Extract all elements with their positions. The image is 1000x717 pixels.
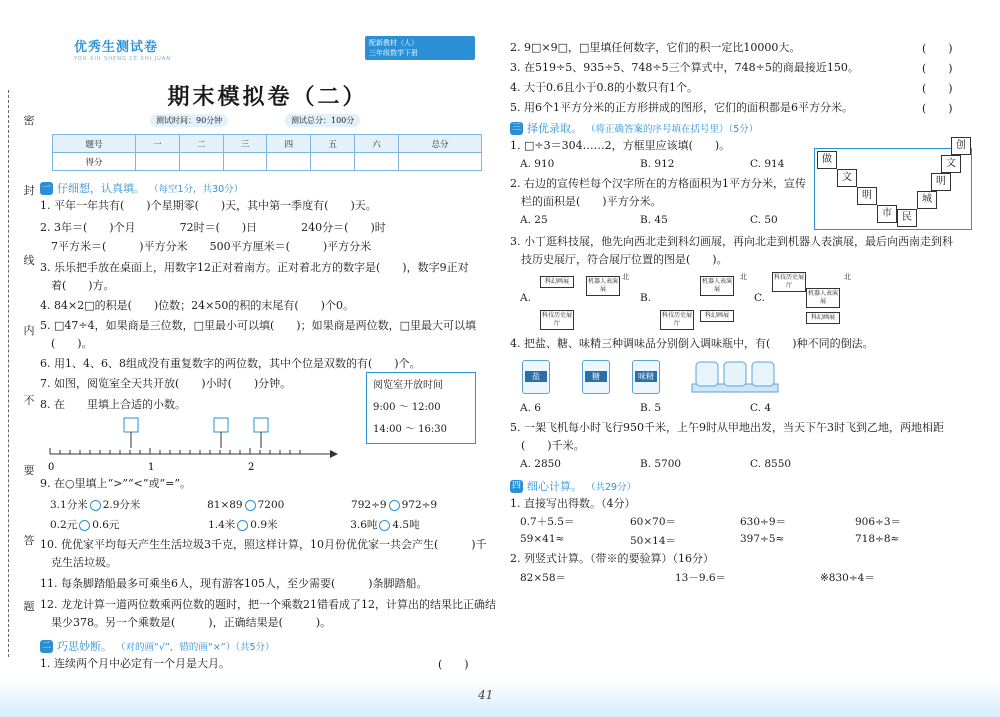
option-a[interactable]: A. 2850	[520, 458, 561, 470]
choice-question-1: 1. □÷3＝304……2，方框里应该填( )。	[510, 139, 731, 152]
logo	[70, 34, 230, 74]
choice-question-5-line2: ( )千米。	[510, 439, 585, 452]
section-number: 二	[41, 640, 51, 651]
answer-box[interactable]	[124, 418, 138, 432]
question-8: 8. 在 里填上合适的小数。	[40, 398, 186, 411]
seal-char: 要	[23, 464, 35, 477]
question-5-line2: ( )。	[40, 337, 93, 350]
choice-question-2: 2. 右边的宣传栏每个汉字所在的方格面积为1平方分米，宣传	[510, 177, 806, 190]
calc-item: 397÷5≈	[740, 533, 785, 545]
jar-label: 味精	[635, 371, 657, 382]
calc-item: 59×41≈	[520, 533, 565, 545]
option-b[interactable]: B.	[640, 292, 652, 304]
section-title: 仔细想，认真填。	[57, 182, 145, 195]
answer-box[interactable]	[254, 418, 268, 432]
calc-question-1: 1. 直接写出得数。（4分）	[510, 497, 636, 510]
question-7: 7. 如图，阅览室全天共开放( )小时( )分钟。	[40, 377, 292, 390]
score-head: 总分	[398, 135, 481, 153]
tick-label-1: 1	[148, 462, 155, 473]
seal-char: 答	[23, 534, 35, 547]
badge-line: 三年级数学下册	[369, 49, 418, 57]
compare-left: 81×89	[207, 499, 243, 511]
score-head: 六	[355, 135, 399, 153]
question-1: 1. 平年一年共有( )个星期零( )天，其中第一季度有( )天。	[40, 199, 377, 212]
judge-question-3: 3. 在519÷5、935÷5、748÷5三个算式中，748÷5的商最接近150。	[510, 61, 859, 74]
hall-history: 科技历史展厅	[772, 272, 806, 292]
hall-history: 科技历史展厅	[540, 310, 574, 330]
banner-cell: 民	[897, 209, 917, 227]
score-head: 一	[135, 135, 179, 153]
score-head: 三	[223, 135, 267, 153]
score-cell[interactable]	[179, 153, 223, 171]
right-column	[510, 0, 990, 717]
section-number: 一	[41, 182, 51, 193]
option-a[interactable]: A. 910	[520, 158, 555, 170]
calc-item: ※830÷4＝	[820, 572, 875, 584]
option-b[interactable]: B. 5700	[640, 458, 682, 470]
answer-paren[interactable]: ( )	[922, 62, 953, 75]
score-table	[52, 134, 482, 171]
section-1-heading	[40, 180, 243, 196]
seal-char: 不	[23, 394, 35, 407]
choice-question-2-line2: 栏的面积是( )平方分米。	[510, 195, 662, 208]
test-total: 测试总分：100分	[285, 114, 360, 127]
section-title: 择优录取。	[527, 122, 582, 135]
question-12: 12. 龙龙计算一道两位数乘两位数的题时，把一个乘数21错看成了12，计算出的结果比正确结	[40, 598, 496, 611]
section-number: 四	[511, 480, 521, 491]
answer-paren[interactable]: ( )	[438, 658, 469, 671]
cut-dashed-line	[8, 90, 9, 657]
logo-text: 优秀生测试卷	[74, 40, 159, 55]
option-a[interactable]: A.	[520, 292, 531, 304]
question-6: 6. 用1、4、6、8组成没有重复数字的两位数，其中个位是双数的有( )个。	[40, 357, 421, 370]
compare-circle[interactable]	[79, 520, 90, 531]
score-cell[interactable]	[135, 153, 179, 171]
compare-circle[interactable]	[389, 500, 400, 511]
sugar-jar	[582, 360, 610, 394]
compare-circle[interactable]	[245, 500, 256, 511]
question-3: 3. 乐乐把手放在桌面上，用数字12正对着南方。正对着北方的数字是( )，数字9正对	[40, 261, 469, 274]
hall-robot: 机器人表演展	[806, 288, 840, 308]
compare-left: 0.2元	[50, 519, 78, 531]
answer-paren[interactable]: ( )	[922, 82, 953, 95]
judge-question-1: 1. 连续两个月中必定有一个月是大月。	[40, 657, 230, 670]
salt-jar	[522, 360, 550, 394]
option-b[interactable]: B. 5	[640, 402, 662, 414]
choice-question-3-line2: 技历史展厅，符合展厅位置的图是( )。	[510, 253, 728, 266]
score-head: 二	[179, 135, 223, 153]
banner-cell: 市	[877, 205, 897, 223]
calc-item: 630÷9＝	[740, 516, 787, 528]
calc-question-2: 2. 列竖式计算。（带※的要验算）（16分）	[510, 552, 714, 565]
axis-arrow	[330, 450, 338, 458]
section-2-heading	[40, 638, 275, 654]
compare-left: 792÷9	[351, 499, 387, 511]
banner-cell: 做	[817, 151, 837, 169]
page-number: 41	[478, 688, 494, 702]
score-head: 四	[267, 135, 311, 153]
banner-cell: 文	[837, 169, 857, 187]
question-4: 4. 84×2□的积是( )位数；24×50的积的末尾有( )个0。	[40, 299, 354, 312]
judge-question-4: 4. 大于0.6且小于0.8的小数只有1个。	[510, 81, 698, 94]
compare-right: 4.5吨	[392, 519, 420, 531]
score-cell[interactable]	[223, 153, 267, 171]
north-label: 北	[740, 273, 747, 281]
judge-question-5: 5. 用6个1平方分米的正方形拼成的图形，它们的面积都是6平方分米。	[510, 101, 853, 114]
option-c[interactable]: C. 50	[750, 214, 778, 226]
seal-char: 题	[23, 600, 35, 613]
banner-cell: 明	[857, 187, 877, 205]
edition-badge	[365, 36, 475, 60]
compare-left: 3.6吨	[350, 519, 378, 531]
option-a[interactable]: A. 6	[520, 402, 541, 414]
calc-item: 82×58＝	[520, 572, 567, 584]
calc-item: 718÷8≈	[855, 533, 900, 545]
msg-jar	[632, 360, 660, 394]
hall-robot: 机器人表演展	[700, 276, 734, 296]
test-time: 测试时间：90分钟	[150, 114, 228, 127]
section-hint: （每空1分，共30分）	[149, 184, 244, 195]
compare-right: 2.9分米	[102, 499, 141, 511]
question-11: 11. 每条脚踏船最多可乘坐6人，现有游客105人，至少需要( )条脚踏船。	[40, 577, 428, 590]
section-hint: （共29分）	[586, 482, 637, 493]
banner-cell: 创	[951, 137, 971, 155]
banner-cell: 文	[941, 155, 961, 173]
hours-morning: 9:00 ～ 12:00	[373, 402, 441, 413]
seal-char: 密	[23, 114, 35, 127]
seal-line	[0, 0, 40, 717]
hall-scifi: 科幻画展	[540, 276, 574, 288]
compare-row-2	[50, 517, 420, 532]
seal-char: 封	[23, 184, 35, 197]
tick-label-0: 0	[48, 462, 55, 473]
calc-item: 50×14＝	[630, 535, 677, 547]
hall-scifi: 科幻画展	[806, 312, 840, 324]
option-a[interactable]: A. 25	[520, 214, 548, 226]
choice-question-5: 5. 一架飞机每小时飞行950千米，上午9时从甲地出发，当天下午3时飞到乙地，两地相距	[510, 421, 944, 434]
question-10-line2: 克生活垃圾。	[40, 556, 117, 569]
ticks	[50, 448, 300, 454]
banner-cell: 城	[917, 191, 937, 209]
compare-left: 1.4米	[208, 519, 236, 531]
question-2-line2: 7平方米＝( )平方分米 500平方厘米＝( )平方分米	[40, 240, 372, 253]
question-10: 10. 优优家平均每天产生生活垃圾3千克，照这样计算，10月份优优家一共会产生( )千	[40, 538, 487, 551]
score-head: 五	[311, 135, 355, 153]
judge-question-2: 2. 9□×9□，□里填任何数字，它们的积一定比10000大。	[510, 41, 801, 54]
score-row-label: 得分	[53, 153, 136, 171]
tick-label-2: 2	[248, 462, 255, 473]
option-c[interactable]: C. 8550	[750, 458, 792, 470]
section-title: 细心计算。	[527, 480, 582, 493]
section-hint: （将正确答案的序号填在括号里）（5分）	[586, 124, 759, 135]
left-column	[40, 0, 495, 717]
north-label: 北	[622, 273, 629, 281]
compare-right: 0.9米	[250, 519, 278, 531]
question-3-line2: 着( )方。	[40, 279, 115, 292]
score-cell[interactable]	[355, 153, 399, 171]
compare-right: 0.6元	[92, 519, 120, 531]
score-head: 题号	[53, 135, 136, 153]
jar-label: 糖	[585, 371, 607, 382]
slogan-banner	[814, 140, 972, 230]
answer-paren[interactable]: ( )	[922, 102, 953, 115]
hall-robot: 机器人表演展	[586, 276, 620, 296]
section-title: 巧思妙断。	[57, 640, 112, 653]
choice-question-4: 4. 把盐、糖、味精三种调味品分别倒入调味瓶中，有( )种不同的倒法。	[510, 337, 874, 350]
hours-title: 阅览室开放时间	[373, 380, 443, 391]
option-c[interactable]: C.	[754, 292, 765, 304]
score-cell[interactable]	[311, 153, 355, 171]
calc-item: 0.7＋5.5＝	[520, 516, 575, 528]
option-c[interactable]: C. 914	[750, 158, 785, 170]
page-footer	[0, 679, 1000, 717]
seal-char: 线	[23, 254, 35, 267]
badge-line: 配新教材（人）	[369, 39, 418, 47]
compare-circle[interactable]	[379, 520, 390, 531]
compare-circle[interactable]	[237, 520, 248, 531]
seasoning-bottles	[690, 356, 780, 396]
question-5: 5. □47÷4，如果商是三位数，□里最小可以填( )；如果商是两位数，□里最大可以填	[40, 319, 476, 332]
page-title: 期末模拟卷（二）	[167, 85, 368, 110]
north-label: 北	[844, 273, 851, 281]
question-9: 9. 在○里填上“>”“<”或“=”。	[40, 477, 191, 490]
compare-circle[interactable]	[90, 500, 101, 511]
calc-item: 13－9.6＝	[675, 572, 727, 584]
jar-label: 盐	[525, 371, 547, 382]
section-number: 三	[511, 122, 521, 133]
logo-subtext: YOU XIU SHENG CE SHI JUAN	[74, 56, 171, 62]
compare-right: 7200	[257, 499, 285, 511]
banner-cell: 明	[931, 173, 951, 191]
answer-paren[interactable]: ( )	[922, 42, 953, 55]
hall-scifi: 科幻画展	[700, 310, 734, 322]
reading-room-hours	[366, 372, 476, 444]
number-line	[40, 410, 340, 474]
compare-left: 3.1分米	[50, 499, 88, 511]
answer-box[interactable]	[214, 418, 228, 432]
score-cell[interactable]	[267, 153, 311, 171]
question-12-line2: 果少378。另一个乘数是( )，正确结果是( )。	[40, 616, 332, 629]
hall-history: 科技历史展厅	[660, 310, 694, 330]
option-c[interactable]: C. 4	[750, 402, 772, 414]
section-4-heading	[510, 478, 636, 494]
choice-question-3: 3. 小丁逛科技展，他先向西北走到科幻画展，再向北走到机器人表演展，最后向西南走到科	[510, 235, 953, 248]
score-cell[interactable]	[398, 153, 481, 171]
seal-char: 内	[23, 324, 35, 337]
compare-row-1	[50, 497, 437, 512]
option-b[interactable]: B. 912	[640, 158, 675, 170]
calc-item: 60×70＝	[630, 516, 677, 528]
option-b[interactable]: B. 45	[640, 214, 668, 226]
calc-item: 906÷3＝	[855, 516, 902, 528]
hours-afternoon: 14:00 ～ 16:30	[373, 424, 447, 435]
section-hint: （对的画“√”，错的画“×”）（共5分）	[116, 642, 275, 653]
question-2: 2. 3年＝( )个月 72时＝( )日 240分＝( )时	[40, 221, 386, 234]
compare-right: 972÷9	[401, 499, 438, 511]
section-3-heading	[510, 120, 758, 136]
